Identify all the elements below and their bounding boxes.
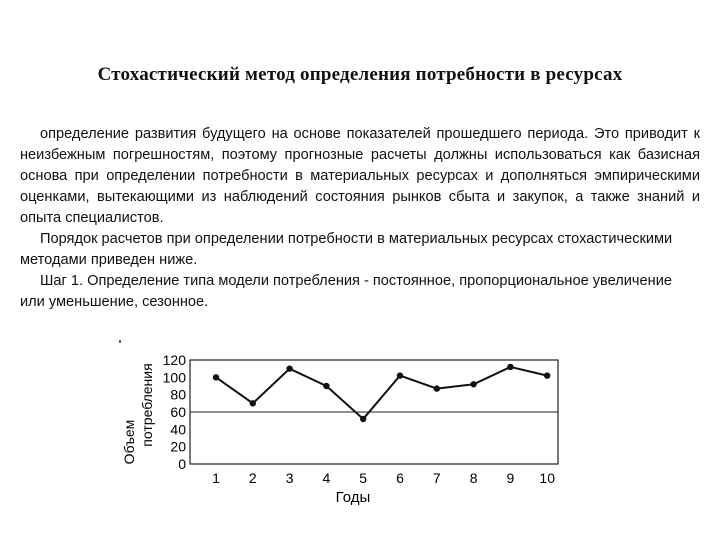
page-title: Стохастический метод определения потребности в ресурсах [97, 64, 623, 85]
y-tick-labels [163, 352, 187, 472]
y-tick-label: 60 [170, 404, 186, 420]
x-tick-label: 4 [322, 470, 331, 486]
x-tick-label: 9 [506, 470, 515, 486]
data-point [544, 372, 550, 378]
x-tick-labels [212, 470, 555, 486]
x-tick-label: 2 [248, 470, 257, 486]
y-tick-label: 20 [170, 438, 186, 455]
data-point [470, 381, 476, 387]
data-point [434, 385, 440, 391]
paragraph-definition: определение развития будущего на основе показателей прошедшего периода. Это приводит к неизбежным погрешностям, поэтому прогнозные расчеты должны использоваться как базисная основа при определении потребности в материальных ресурсах и дополняться эмпирическими оценками, вытекающими из наблюдений состояния рынков сбыта и закупок, а также знаний и опыта специалистов. [20, 126, 700, 226]
y-tick-label: 80 [170, 386, 186, 403]
y-tick-label: 40 [170, 421, 186, 438]
data-point [507, 364, 513, 370]
x-tick-label: 1 [212, 470, 220, 486]
data-point [213, 374, 219, 380]
consumption-chart [100, 330, 570, 515]
chart-svg [100, 330, 570, 510]
x-tick-label: 10 [539, 470, 555, 486]
data-point [286, 365, 292, 371]
data-point [250, 400, 256, 406]
paragraph-step-1: Шаг 1. Определение типа модели потребления - постоянное, пропорциональное увеличение или уменьшение, сезонное. [20, 273, 672, 310]
x-tick-label: 7 [432, 470, 441, 486]
paragraph-procedure: Порядок расчетов при определении потребности в материальных ресурсах стохастическими методами приведен ниже. [20, 231, 673, 268]
y-axis-label-line1: Объем [121, 419, 137, 465]
data-point [360, 416, 366, 422]
x-axis-label: Годы [335, 489, 371, 506]
data-point [323, 383, 329, 389]
y-tick-label: 120 [162, 352, 186, 368]
y-tick-label: 100 [162, 369, 186, 386]
document-body [20, 124, 700, 313]
x-tick-label: 3 [285, 470, 294, 486]
data-point [397, 372, 403, 378]
y-tick-label: 0 [178, 456, 186, 472]
x-tick-label: 5 [359, 470, 368, 486]
x-tick-label: 8 [469, 470, 478, 486]
y-axis-label-line2: потребления [139, 363, 155, 447]
series-line [216, 367, 547, 419]
x-tick-label: 6 [396, 470, 404, 486]
